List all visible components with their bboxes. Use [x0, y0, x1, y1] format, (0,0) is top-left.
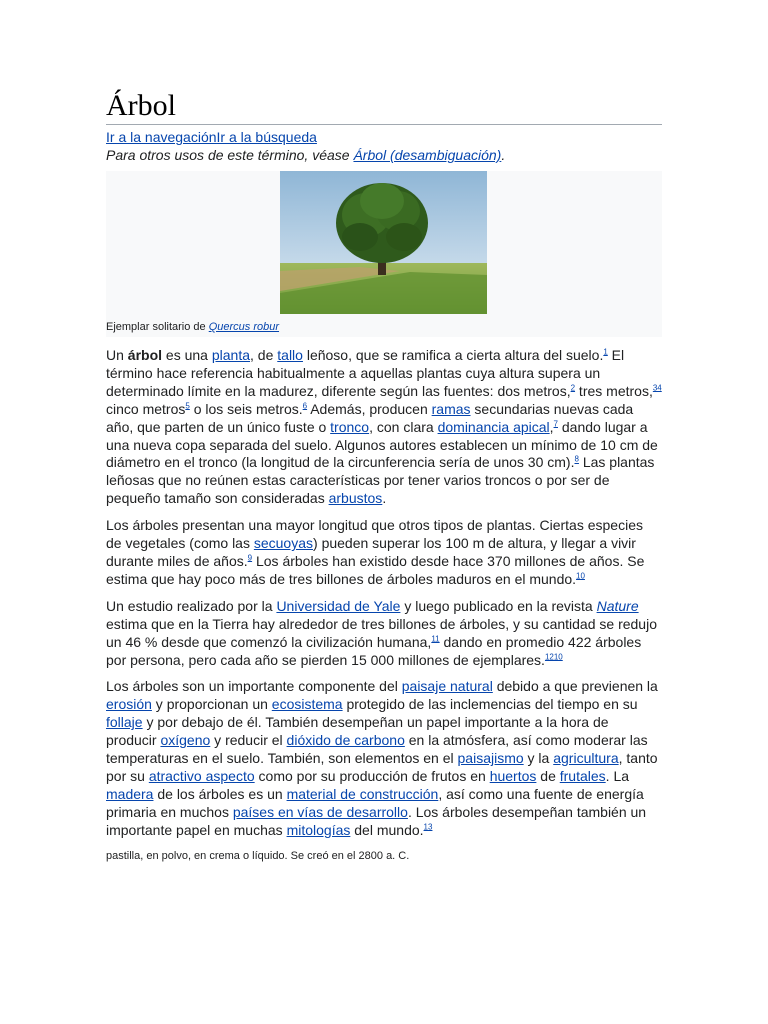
- link-madera[interactable]: madera: [106, 785, 154, 802]
- link-universidad-de-yale[interactable]: Universidad de Yale: [276, 597, 401, 614]
- link-planta[interactable]: planta: [211, 347, 251, 363]
- ref-11[interactable]: 11: [431, 633, 440, 643]
- jump-links: [106, 128, 662, 146]
- link-dominancia-apical[interactable]: dominancia apical: [437, 418, 550, 435]
- link-ecosistema[interactable]: ecosistema: [271, 696, 343, 713]
- link-mitologias[interactable]: mitologías: [286, 821, 351, 838]
- ref-1210[interactable]: 1210: [544, 651, 563, 661]
- tree-image[interactable]: [280, 171, 487, 314]
- ref-5[interactable]: 5: [185, 401, 190, 411]
- link-oxigeno[interactable]: oxígeno: [160, 732, 211, 749]
- quercus-robur-link[interactable]: Quercus robur: [208, 321, 280, 333]
- link-erosion[interactable]: erosión: [106, 696, 152, 713]
- paragraph-4: Los árboles son un importante componente del paisaje natural debido a que previenen la erosión y proporcionan un ecosistema protegido de las inclemencias del tiempo en su follaje y por debajo de él. También desempeñan un papel importante a la hora de producir oxígeno y reducir el dióxido de carbono en la atmósfera, así como moderar las temperaturas en el suelo. También, son elementos en el paisajismo y la agricultura, tanto por su atractivo aspecto como por su producción de frutos en huertos de frutales. La madera de los árboles es un material de construcción, así como una fuente de energía primaria en muchos países en vías de desarrollo. Los árboles desempeñan también un importante papel en muchas mitologías del mundo.$^{13}$: [106, 678, 658, 838]
- ref-9[interactable]: 9: [247, 553, 253, 563]
- paragraph-1: Un árbol es una planta, de tallo leñoso, que se ramifica a cierta altura del suelo.$^1$ El término hace referencia habitualmente a aquellas plantas cuya altura supera un determinado límite en la madurez, diferente según las fuentes: dos metros,$^2$ tres metros,$^{34}$ cinco metros$^5$ o los seis metros.$^6$ Además, producen ramas secundarias nuevas cada año, que parten de un único fuste o tronco, con clara dominancia apical,$^7$ dando lugar a una nueva copa separada del suelo. Algunos autores establecen un mínimo de 10 cm de diámetro en el tronco (la longitud de la circunferencia sería de unos 30 cm).$^8$ Las plantas leñosas que no reúnen estas características por tener varios troncos o por ser de pequeño tamaño son consideradas arbustos.: [106, 347, 662, 507]
- ref-1[interactable]: 1: [603, 347, 608, 357]
- ref-10[interactable]: 10: [576, 571, 585, 581]
- ref-13[interactable]: 13: [423, 822, 433, 831]
- paragraph-3: Un estudio realizado por la Universidad de Yale y luego publicado en la revista Nature estima que en la Tierra hay alrededor de tres billones de árboles, y su cantidad se redujo un 46 % desde que comenzó la civilización humana,$^{11}$ dando en promedio 422 árboles por persona, pero cada año se pierden 15 000 millones de ejemplares.$^{1210}$: [106, 597, 657, 668]
- disambiguation-link[interactable]: Árbol (desambiguación): [353, 147, 502, 163]
- paragraph-2: Los árboles presentan una mayor longitud que otros tipos de plantas. Ciertas especies de vegetales (como las secuoyas) pueden superar los 100 m de altura, y llegar a vivir durante miles de años.$^9$ Los árboles han existido desde hace 370 millones de años. Se estima que hay poco más de tres billones de árboles maduros en el mundo.$^{10}$: [106, 517, 645, 587]
- link-nature[interactable]: Nature: [596, 597, 639, 614]
- link-tallo[interactable]: tallo: [277, 347, 303, 363]
- link-paises-en-vias-de-desarrollo[interactable]: países en vías de desarrollo: [232, 803, 408, 820]
- thumbnail-figure: [106, 171, 662, 337]
- link-dioxido-de-carbono[interactable]: dióxido de carbono: [286, 732, 405, 749]
- figure-caption: Ejemplar solitario de Quercus robur: [106, 321, 280, 333]
- link-ramas[interactable]: ramas: [431, 400, 471, 417]
- link-atractivo-aspecto[interactable]: atractivo aspecto: [148, 767, 255, 784]
- link-agricultura[interactable]: agricultura: [553, 750, 619, 767]
- ref-8[interactable]: 8: [574, 454, 579, 464]
- ref-34[interactable]: 34: [652, 383, 662, 393]
- page-title: Árbol: [106, 88, 662, 125]
- ref-2[interactable]: 2: [570, 383, 576, 393]
- jump-to-navigation-link[interactable]: Ir a la navegación: [106, 129, 217, 145]
- link-huertos[interactable]: huertos: [489, 767, 537, 784]
- article: [106, 88, 662, 863]
- link-secuoyas[interactable]: secuoyas: [253, 535, 314, 552]
- jump-to-search-link[interactable]: Ir a la búsqueda: [216, 129, 317, 145]
- link-paisaje-natural[interactable]: paisaje natural: [401, 678, 493, 695]
- link-material-de-construccion[interactable]: material de construcción: [286, 785, 439, 802]
- link-follaje[interactable]: follaje: [106, 714, 143, 731]
- link-paisajismo[interactable]: paisajismo: [457, 750, 524, 767]
- ref-7[interactable]: 7: [553, 418, 558, 428]
- link-tronco[interactable]: tronco: [330, 418, 370, 435]
- hatnote: Para otros usos de este término, véase Árbol (desambiguación).: [106, 147, 506, 163]
- ref-6[interactable]: 6: [302, 401, 308, 411]
- trailing-text: pastilla, en polvo, en crema o líquido. Se creó en el 2800 a. C.: [106, 849, 410, 862]
- link-arbustos[interactable]: arbustos: [328, 490, 383, 507]
- link-frutales[interactable]: frutales: [559, 767, 606, 784]
